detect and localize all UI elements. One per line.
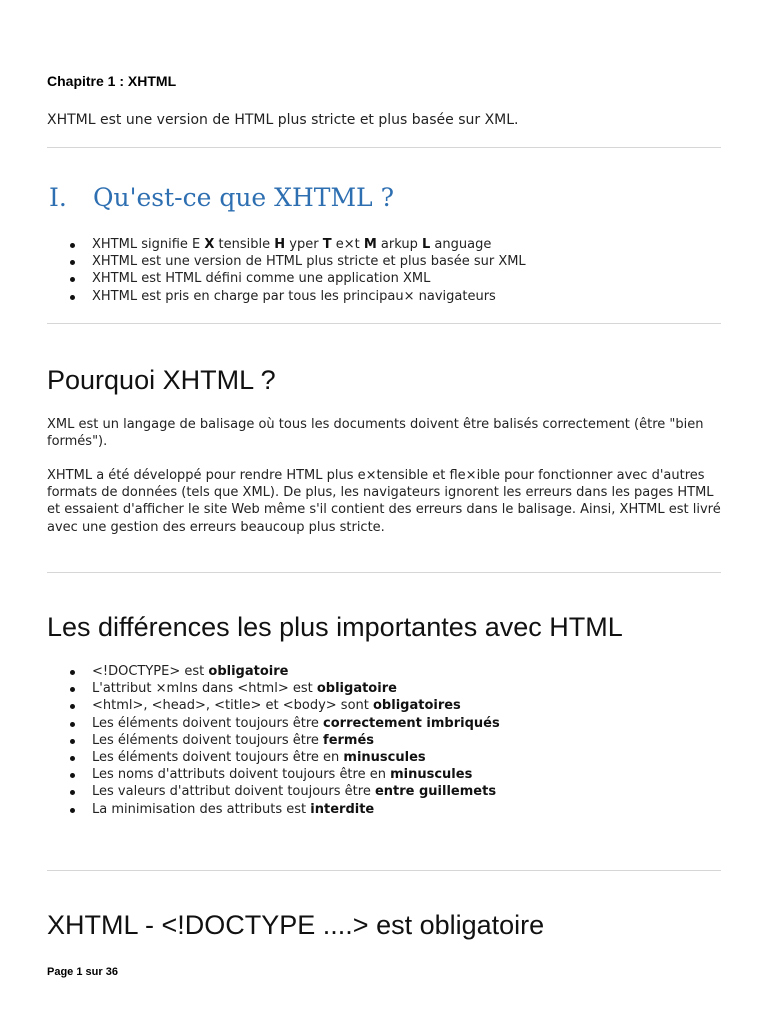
chapter-title: Chapitre 1 : XHTML [47,73,177,89]
bold-text: minuscules [343,750,426,766]
list-item-text: XHTML signifie E [92,237,205,252]
list-item-text: XHTML est pris en charge par tous les principau× navigateurs [92,288,496,304]
list-item [47,732,500,749]
list-item-text: Les noms d'attributs doivent toujours être en [92,767,391,783]
section-number: I. [49,183,67,212]
list-item-text: Les éléments doivent toujours être [92,732,324,748]
list-item-text: XHTML est HTML défini comme une application XML [92,271,431,287]
bold-text: H [274,237,286,252]
list-item [47,270,526,287]
bold-text: L [422,237,431,252]
bold-text: obligatoire [208,664,289,679]
bold-text: X [204,237,215,252]
paragraph-xml: XML est un langage de balisage où tous les documents doivent être balisés correctement (être "bien formés"). [47,417,704,450]
heading-differences: Les différences les plus importantes avec HTML [47,612,623,642]
list-item-text: Les éléments doivent toujours être [92,715,324,731]
divider [47,323,721,324]
intro-text: XHTML est une version de HTML plus stricte et plus basée sur XML. [47,112,519,128]
list-item-text: XHTML est une version de HTML plus stricte et plus basée sur XML [92,254,526,270]
list-item [47,663,500,680]
bold-text: M [363,237,377,252]
bold-text: fermés [323,732,375,748]
bold-text: interdite [310,801,375,817]
definition-list [47,236,526,305]
list-item-text: tensible [214,237,275,252]
list-item [47,236,526,253]
list-item [47,253,526,270]
bold-text: correctement imbriqués [323,715,500,731]
bold-text: entre guillemets [374,784,497,800]
bold-text: T [322,237,332,252]
bold-text: obligatoires [373,698,461,714]
list-item-text: L'attribut ×mlns dans <html> est [92,681,317,697]
divider [47,870,721,871]
divider [47,147,721,148]
list-item-text: La minimisation des attributs est [92,801,311,817]
paragraph-xhtml-history: XHTML a été développé pour rendre HTML plus e×tensible et fle×ible pour fonctionner avec d'autres formats de données (tels que XML). De plus, les navigateurs ignorent les erreurs dans les pages HTML et essaient d'afficher le site Web même s'il contient des erreurs dans le balisage. Ainsi, XHTML est livré avec une gestion des erreurs beaucoup plus stricte. [47,468,721,535]
heading-why-xhtml: Pourquoi XHTML ? [47,365,276,395]
list-item [47,697,500,714]
bold-text: minuscules [390,767,473,783]
list-item-text: <!DOCTYPE> est [92,664,209,679]
differences-list [47,663,500,818]
list-item-text: <html>, <head>, <title> et <body> sont [92,698,373,714]
list-item-text: arkup [376,237,422,252]
list-item-text: Les éléments doivent toujours être en [92,750,344,766]
divider [47,572,721,573]
list-item [47,715,500,732]
list-item [47,801,500,818]
section-heading-what-is-xhtml [49,183,394,212]
list-item [47,288,526,305]
heading-doctype-mandatory: XHTML - <!DOCTYPE ....> est obligatoire [47,910,545,940]
list-item-text: Les valeurs d'attribut doivent toujours être [92,784,375,800]
section-title: Qu'est-ce que XHTML ? [93,183,395,212]
list-item [47,766,500,783]
page-footer: Page 1 sur 36 [47,966,118,978]
list-item-text: anguage [430,237,492,252]
list-item-text: e×t [331,237,364,252]
list-item [47,783,500,800]
list-item [47,749,500,766]
bold-text: obligatoire [316,681,397,697]
list-item [47,680,500,697]
list-item-text: yper [285,237,323,252]
